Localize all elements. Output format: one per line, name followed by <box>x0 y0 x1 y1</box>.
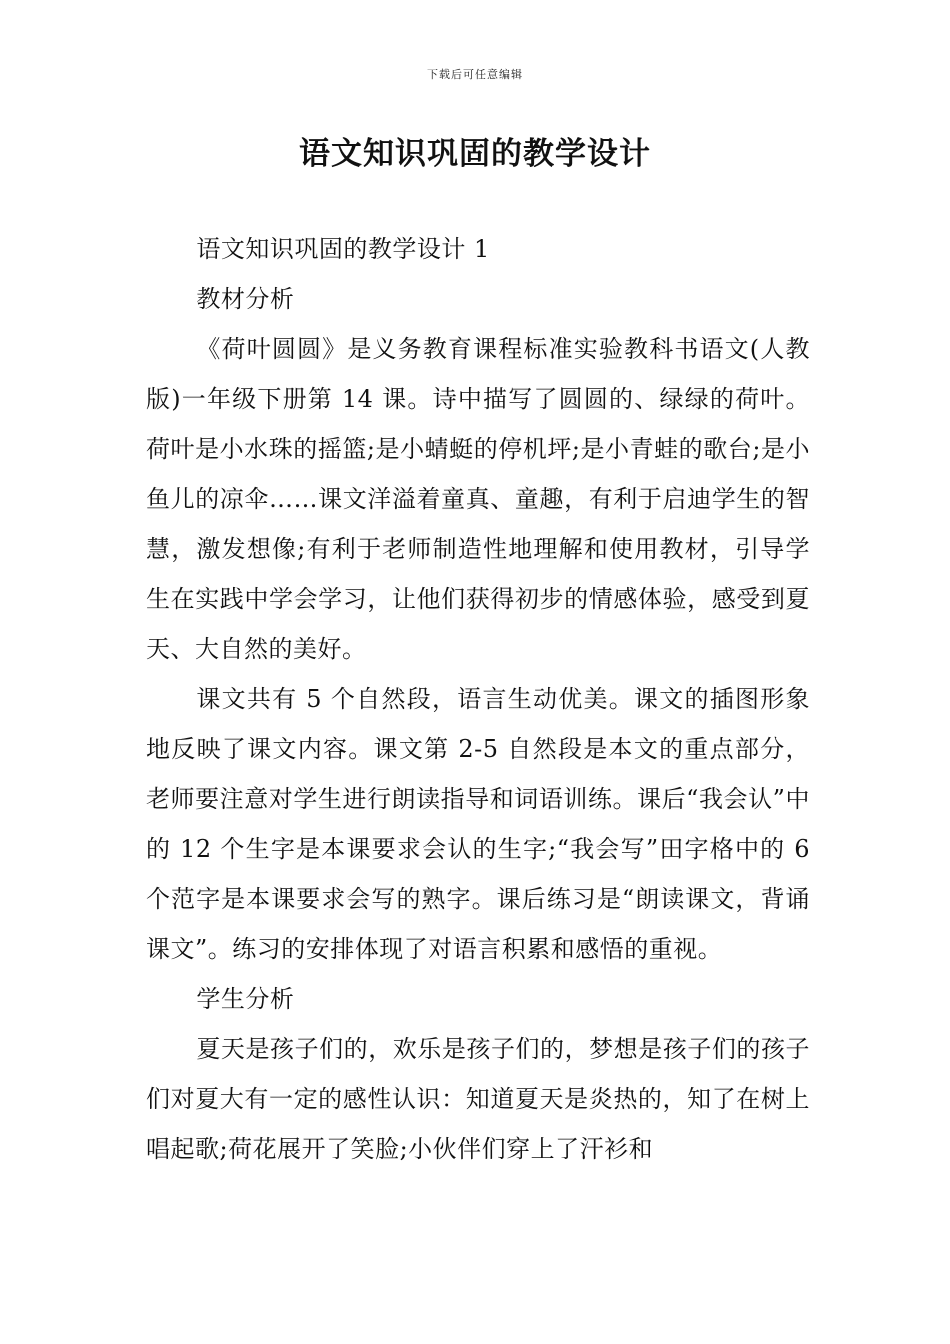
paragraph-student-analysis: 夏天是孩子们的，欢乐是孩子们的，梦想是孩子们的孩子们对夏大有一定的感性认识：知道夏天是炎热的，知了在树上唱起歌;荷花展开了笑脸;小伙伴们穿上了汗衫和 <box>146 1035 810 1163</box>
section-heading: 语文知识巩固的教学设计 1 <box>196 235 490 263</box>
subheading-student-analysis: 学生分析 <box>196 985 295 1013</box>
paragraph-textbook-analysis: 《荷叶圆圆》是义务教育课程标准实验教科书语文(人教版)一年级下册第 14 课。诗中描写了圆圆的、绿绿的荷叶。荷叶是小水珠的摇篮;是小蜻蜓的停机坪;是小青蛙的歌台;是小鱼儿的凉伞……课文洋溢着童真、童趣，有利于启迪学生的智慧，激发想像;有利于老师制造性地理解和使用教材，引导学生在实践中学会学习，让他们获得初步的情感体验，感受到夏天、大自然的美好。 <box>146 335 810 663</box>
header-note: 下载后可任意编辑 <box>427 68 523 81</box>
document-body <box>146 224 810 1174</box>
document-title: 语文知识巩固的教学设计 <box>299 136 651 172</box>
paragraph-text-structure: 课文共有 5 个自然段，语言生动优美。课文的插图形象地反映了课文内容。课文第 2-5 自然段是本文的重点部分，老师要注意对学生进行朗读指导和词语训练。课后“我会认”中的 12 个生字是本课要求会认的生字;“我会写”田字格中的 6 个范字是本课要求会写的熟字。课后练习是“朗读课文，背诵课文”。练习的安排体现了对语言积累和感悟的重视。 <box>146 685 810 963</box>
subheading-textbook-analysis: 教材分析 <box>196 285 295 313</box>
